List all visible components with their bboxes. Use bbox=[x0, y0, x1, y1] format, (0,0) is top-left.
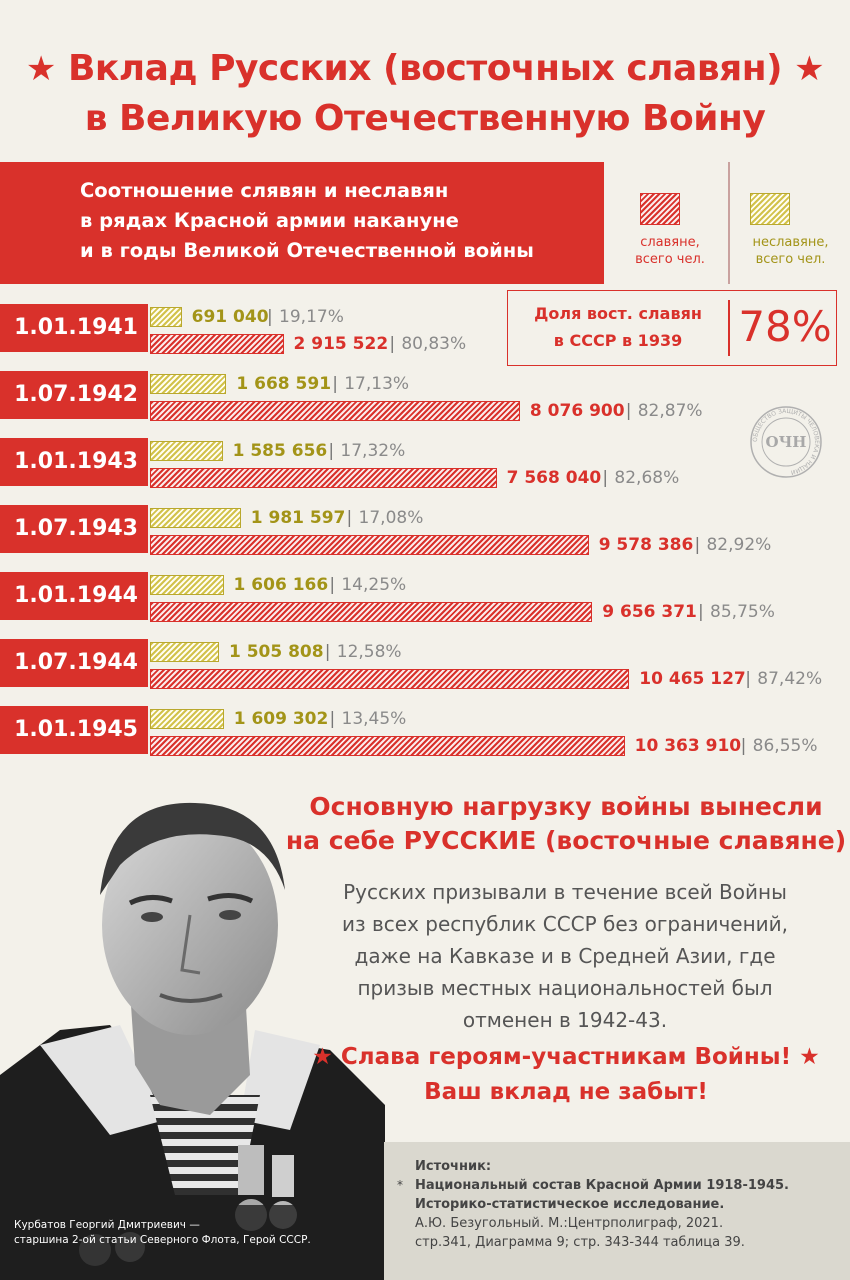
date-label: 1.01.1943 bbox=[0, 438, 148, 486]
separator: | bbox=[267, 307, 273, 327]
separator: | bbox=[324, 642, 331, 662]
percent-label-nonslavs: 14,25% bbox=[341, 575, 407, 595]
percent-label-slavs: 82,92% bbox=[706, 535, 772, 555]
separator: | bbox=[332, 374, 338, 394]
bar-nonslavs bbox=[150, 441, 223, 461]
source-text: Источник: * Национальный состав Красной Армии 1918-1945. Историко-статистическое исследование. А.Ю. Безугольный. М.:Центрполиграф, 2021. стр.341, Диаграмма 9; стр. 343-344 таблица 39. bbox=[397, 1159, 789, 1250]
separator: | bbox=[694, 535, 701, 555]
share-divider bbox=[728, 300, 730, 356]
percent-label-slavs: 87,42% bbox=[757, 669, 823, 689]
star-icon: ★ bbox=[312, 1044, 341, 1070]
bar-nonslavs bbox=[150, 709, 224, 729]
bar-slavs bbox=[150, 334, 284, 354]
star-icon: ★ bbox=[25, 49, 56, 89]
date-label: 1.01.1945 bbox=[0, 706, 148, 754]
date-label: 1.07.1942 bbox=[0, 371, 148, 419]
value-label-nonslavs: 1 505 808 bbox=[228, 642, 324, 662]
bullet-star-icon: * bbox=[397, 1178, 403, 1192]
legend-label-nonslavs: неславяне, всего чел. bbox=[752, 235, 829, 267]
percent-label-slavs: 86,55% bbox=[752, 736, 818, 756]
percent-label-nonslavs: 12,58% bbox=[336, 642, 402, 662]
date-label: 1.01.1944 bbox=[0, 572, 148, 620]
legend-divider bbox=[728, 162, 730, 284]
bar-nonslavs bbox=[150, 374, 226, 394]
value-label-nonslavs: 1 585 656 bbox=[232, 441, 328, 461]
value-label-slavs: 10 465 127 bbox=[639, 669, 746, 689]
value-label-nonslavs: 1 606 166 bbox=[233, 575, 329, 595]
percent-label-slavs: 82,87% bbox=[637, 401, 703, 421]
bar-nonslavs bbox=[150, 642, 219, 662]
date-label: 1.07.1943 bbox=[0, 505, 148, 553]
body-text: Русских призывали в течение всей Войны из всех республик СССР без ограничений, даже на Кавказе и в Средней Азии, где призыв местных национальностей был отменен в 1942-43. bbox=[342, 880, 788, 1032]
bar-slavs bbox=[150, 535, 589, 555]
star-icon: ★ bbox=[794, 49, 825, 89]
value-label-nonslavs: 1 981 597 bbox=[250, 508, 346, 528]
percent-label-nonslavs: 17,08% bbox=[358, 508, 424, 528]
separator: | bbox=[745, 669, 752, 689]
separator: | bbox=[329, 575, 336, 595]
photo-caption: Курбатов Георгий Дмитриевич — старшина 2-ой статьи Северного Флота, Герой СССР. bbox=[14, 1219, 311, 1246]
bar-slavs bbox=[150, 669, 629, 689]
page-title-line-2: в Великую Отечественную Войну bbox=[84, 98, 766, 139]
bar-slavs bbox=[150, 736, 625, 756]
percent-label-slavs: 80,83% bbox=[401, 334, 467, 354]
value-label-nonslavs: 691 040 bbox=[191, 307, 269, 327]
bar-slavs bbox=[150, 468, 497, 488]
chart-subtitle: Соотношение слявян и неславян в рядах Красной армии накануне и в годы Великой Отечественной войны bbox=[80, 179, 534, 262]
slogan: ★ Слава героям-участникам Войны! ★ Ваш вклад не забыт! bbox=[312, 1044, 820, 1105]
separator: | bbox=[740, 736, 747, 756]
percent-label-nonslavs: 17,32% bbox=[340, 441, 406, 461]
value-label-slavs: 7 568 040 bbox=[506, 468, 602, 488]
bar-nonslavs bbox=[150, 307, 182, 327]
percent-label-nonslavs: 17,13% bbox=[344, 374, 410, 394]
share-label: Доля вост. славян в СССР в 1939 bbox=[534, 304, 702, 350]
percent-label-slavs: 82,68% bbox=[614, 468, 680, 488]
stamp-logo bbox=[748, 404, 824, 480]
legend-swatch-nonslavs bbox=[750, 193, 790, 225]
percent-label-nonslavs: 19,17% bbox=[279, 307, 344, 327]
page-title bbox=[0, 48, 850, 89]
separator: | bbox=[329, 709, 336, 729]
legend-swatch-slavs bbox=[640, 193, 680, 225]
headline: Основную нагрузку войны вынесли на себе РУССКИЕ (восточные славяне) bbox=[285, 792, 847, 855]
value-label-slavs: 2 915 522 bbox=[293, 334, 389, 354]
value-label-nonslavs: 1 609 302 bbox=[233, 709, 329, 729]
share-value: 78% bbox=[738, 302, 832, 351]
value-label-nonslavs: 1 668 591 bbox=[236, 374, 332, 394]
svg-text:ОЧН: ОЧН bbox=[765, 433, 807, 451]
value-label-slavs: 8 076 900 bbox=[529, 401, 625, 421]
value-label-slavs: 9 656 371 bbox=[602, 602, 697, 622]
bar-slavs bbox=[150, 401, 520, 421]
separator: | bbox=[625, 401, 632, 421]
separator: | bbox=[602, 468, 609, 488]
bar-slavs bbox=[150, 602, 592, 622]
svg-text:ОБЩЕСТВО ЗАЩИТЫ ЧЕЛОВЕКА И НАЦ: ОБЩЕСТВО ЗАЩИТЫ ЧЕЛОВЕКА И НАЦИИ bbox=[751, 407, 821, 476]
percent-label-slavs: 85,75% bbox=[710, 602, 775, 622]
legend-label-slavs: славяне, всего чел. bbox=[635, 235, 705, 267]
separator: | bbox=[698, 602, 704, 622]
date-label: 1.01.1941 bbox=[0, 304, 148, 352]
bar-nonslavs bbox=[150, 508, 241, 528]
title-line-1: Вклад Русских (восточных славян) bbox=[67, 48, 783, 89]
date-label: 1.07.1944 bbox=[0, 639, 148, 687]
separator: | bbox=[389, 334, 396, 354]
value-label-slavs: 9 578 386 bbox=[598, 535, 694, 555]
separator: | bbox=[328, 441, 335, 461]
percent-label-nonslavs: 13,45% bbox=[341, 709, 407, 729]
separator: | bbox=[346, 508, 353, 528]
star-icon: ★ bbox=[791, 1044, 820, 1070]
bar-nonslavs bbox=[150, 575, 224, 595]
value-label-slavs: 10 363 910 bbox=[634, 736, 742, 756]
